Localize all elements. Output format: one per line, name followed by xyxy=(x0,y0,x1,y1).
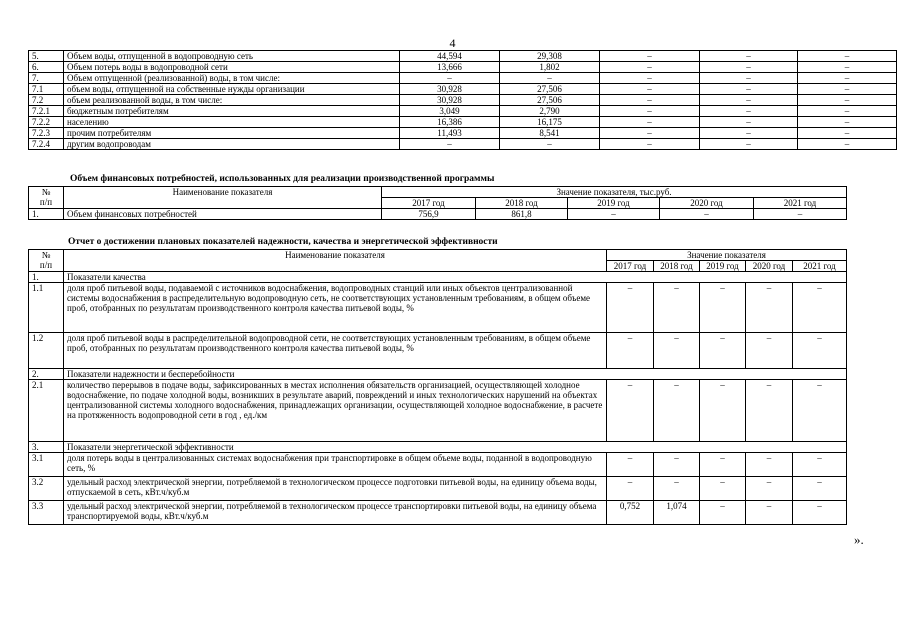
row-name: Объем воды, отпущенной в водопроводную сеть xyxy=(64,51,400,62)
col-header-num: № п/п xyxy=(29,187,64,209)
closing-quote: ». xyxy=(854,532,864,547)
row-num: 7. xyxy=(29,73,64,84)
row-num: 7.1 xyxy=(29,84,64,95)
row-num: 1.1 xyxy=(29,283,64,333)
year-header: 2021 год xyxy=(754,198,847,209)
row-num: 6. xyxy=(29,62,64,73)
row-num: 2.1 xyxy=(29,380,64,442)
year-header: 2020 год xyxy=(746,261,793,272)
row-value: – xyxy=(654,453,700,477)
row-value: – xyxy=(700,283,746,333)
finance-table xyxy=(28,186,847,220)
row-value: – xyxy=(798,139,897,150)
row-value: – xyxy=(607,380,654,442)
row-value: – xyxy=(746,501,793,525)
row-value: – xyxy=(700,453,746,477)
table-row xyxy=(29,62,897,73)
year-header: 2017 год xyxy=(382,198,476,209)
row-value: – xyxy=(700,51,798,62)
row-name: бюджетным потребителям xyxy=(64,106,400,117)
row-value: – xyxy=(798,117,897,128)
row-value: – xyxy=(798,73,897,84)
row-name: другим водопроводам xyxy=(64,139,400,150)
row-value: – xyxy=(746,380,793,442)
table-row xyxy=(29,283,847,333)
row-value: – xyxy=(568,209,660,220)
water-volume-table xyxy=(28,50,897,150)
row-value: – xyxy=(607,283,654,333)
col-header-num: № п/п xyxy=(29,250,64,272)
row-value: – xyxy=(700,106,798,117)
row-value: – xyxy=(654,333,700,369)
row-value: – xyxy=(600,95,700,106)
row-name: прочим потребителям xyxy=(64,128,400,139)
section-row xyxy=(29,442,847,453)
row-value: – xyxy=(700,95,798,106)
row-value: – xyxy=(700,62,798,73)
row-name: удельный расход электрической энергии, потребляемой в технологическом процессе транспортировки питьевой воды, на единицу объема транспортируемой воды, кВт.ч/куб.м xyxy=(64,501,607,525)
row-value: 861,8 xyxy=(476,209,568,220)
row-value: – xyxy=(793,283,847,333)
row-num: 7.2.2 xyxy=(29,117,64,128)
row-value: – xyxy=(600,128,700,139)
row-value: – xyxy=(500,139,600,150)
table-row xyxy=(29,117,897,128)
row-num: 5. xyxy=(29,51,64,62)
table-row xyxy=(29,106,897,117)
row-value: 16,386 xyxy=(400,117,500,128)
row-value: – xyxy=(754,209,847,220)
row-value: 756,9 xyxy=(382,209,476,220)
row-value: – xyxy=(793,501,847,525)
row-name: Объем потерь воды в водопроводной сети xyxy=(64,62,400,73)
row-value: 1,802 xyxy=(500,62,600,73)
table-row xyxy=(29,380,847,442)
row-value: – xyxy=(607,333,654,369)
row-value: – xyxy=(793,477,847,501)
row-value: – xyxy=(600,62,700,73)
row-name: доля проб питьевой воды в распределительной водопроводной сети, не соответствующих установленным требованиям, в общем объеме проб, отобранных по результатам производственного контроля качества питьевой воды, % xyxy=(64,333,607,369)
year-header: 2021 год xyxy=(793,261,847,272)
table-row xyxy=(29,51,897,62)
row-num: 3. xyxy=(29,442,64,453)
row-value: – xyxy=(600,139,700,150)
row-value: – xyxy=(600,51,700,62)
row-value: 8,541 xyxy=(500,128,600,139)
table-row xyxy=(29,209,847,220)
row-value: 30,928 xyxy=(400,95,500,106)
section-title: Показатели качества xyxy=(64,272,847,283)
row-value: – xyxy=(700,128,798,139)
row-value: 27,506 xyxy=(500,95,600,106)
row-value: – xyxy=(746,333,793,369)
table-row xyxy=(29,139,897,150)
row-name: доля проб питьевой воды, подаваемой с источников водоснабжения, водопроводных станций или иных объектов централизованной системы водоснабжения в распределительную водопроводную сеть, не соответствующих установленным требованиям, в общем объеме проб, отобранных по результатам производственного контроля качества питьевой воды, % xyxy=(64,283,607,333)
row-value: – xyxy=(700,501,746,525)
table-row xyxy=(29,128,897,139)
row-value: 0,752 xyxy=(607,501,654,525)
row-name: количество перерывов в подаче воды, зафиксированных в местах исполнения обязательств организацией, осуществляющей холодное водоснабжение, по подаче холодной воды, возникших в результате аварий, повреждений и иных технологических нарушений на объектах централизованной системы холодного водоснабжения, принадлежащих организации, осуществляющей холодное водоснабжение, в расчете на протяженность водопроводной сети в год , ед./км xyxy=(64,380,607,442)
row-num: 2. xyxy=(29,369,64,380)
row-value: – xyxy=(700,380,746,442)
row-num: 3.2 xyxy=(29,477,64,501)
table-row xyxy=(29,84,897,95)
row-value: – xyxy=(798,128,897,139)
section-title: Показатели надежности и бесперебойности xyxy=(64,369,847,380)
table-row xyxy=(29,501,847,525)
row-value: 16,175 xyxy=(500,117,600,128)
row-value: – xyxy=(798,106,897,117)
row-value: – xyxy=(746,453,793,477)
row-name: объем воды, отпущенной на собственные нужды организации xyxy=(64,84,400,95)
row-value: 3,049 xyxy=(400,106,500,117)
year-header: 2017 год xyxy=(607,261,654,272)
row-num: 7.2.4 xyxy=(29,139,64,150)
row-value: – xyxy=(798,84,897,95)
year-header: 2018 год xyxy=(654,261,700,272)
indicators-table-caption: Отчет о достижении плановых показателей надежности, качества и энергетической эффективности xyxy=(68,237,498,247)
row-value: 44,594 xyxy=(400,51,500,62)
indicators-table xyxy=(28,249,847,525)
row-value: – xyxy=(793,453,847,477)
row-value: – xyxy=(700,139,798,150)
row-value: – xyxy=(746,477,793,501)
section-row xyxy=(29,369,847,380)
table-row xyxy=(29,333,847,369)
col-header-value: Значение показателя xyxy=(607,250,847,261)
row-num: 7.2.3 xyxy=(29,128,64,139)
row-value: – xyxy=(600,117,700,128)
year-header: 2019 год xyxy=(700,261,746,272)
row-name: Объем отпущенной (реализованной) воды, в том числе: xyxy=(64,73,400,84)
row-value: – xyxy=(798,95,897,106)
year-header: 2020 год xyxy=(660,198,754,209)
section-row xyxy=(29,272,847,283)
row-value: – xyxy=(798,62,897,73)
row-value: – xyxy=(400,139,500,150)
row-value: – xyxy=(746,283,793,333)
row-num: 7.2 xyxy=(29,95,64,106)
table-row xyxy=(29,453,847,477)
row-value: – xyxy=(500,73,600,84)
row-value: – xyxy=(700,333,746,369)
col-header-value: Значение показателя, тыс.руб. xyxy=(382,187,847,198)
row-value: – xyxy=(654,380,700,442)
row-value: – xyxy=(660,209,754,220)
year-header: 2018 год xyxy=(476,198,568,209)
row-name: доля потерь воды в централизованных системах водоснабжения при транспортировке в общем объеме воды, поданной в водопроводную сеть, % xyxy=(64,453,607,477)
row-value: – xyxy=(654,283,700,333)
row-value: 13,666 xyxy=(400,62,500,73)
row-value: 2,790 xyxy=(500,106,600,117)
row-value: – xyxy=(607,477,654,501)
table-row xyxy=(29,73,897,84)
col-header-name: Наименование показателя xyxy=(64,187,382,209)
row-value: – xyxy=(700,117,798,128)
row-value: – xyxy=(793,380,847,442)
row-num: 1. xyxy=(29,209,64,220)
row-name: Объем финансовых потребностей xyxy=(64,209,382,220)
row-value: – xyxy=(798,51,897,62)
row-value: – xyxy=(793,333,847,369)
section-title: Показатели энергетической эффективности xyxy=(64,442,847,453)
row-value: – xyxy=(654,477,700,501)
row-value: – xyxy=(700,477,746,501)
year-header: 2019 год xyxy=(568,198,660,209)
row-name: населению xyxy=(64,117,400,128)
row-value: – xyxy=(700,73,798,84)
row-value: – xyxy=(600,106,700,117)
row-num: 3.1 xyxy=(29,453,64,477)
row-num: 1.2 xyxy=(29,333,64,369)
row-num: 3.3 xyxy=(29,501,64,525)
row-value: 11,493 xyxy=(400,128,500,139)
row-value: 1,074 xyxy=(654,501,700,525)
row-name: удельный расход электрической энергии, потребляемой в технологическом процессе подготовки питьевой воды, на единицу объема воды, отпускаемой в сеть, кВт.ч/куб.м xyxy=(64,477,607,501)
row-value: – xyxy=(600,73,700,84)
row-name: объем реализованной воды, в том числе: xyxy=(64,95,400,106)
col-header-name: Наименование показателя xyxy=(64,250,607,272)
row-num: 7.2.1 xyxy=(29,106,64,117)
table-row xyxy=(29,95,897,106)
row-value: 30,928 xyxy=(400,84,500,95)
row-num: 1. xyxy=(29,272,64,283)
row-value: 29,308 xyxy=(500,51,600,62)
finance-table-caption: Объем финансовых потребностей, использованных для реализации производственной программы xyxy=(70,174,495,184)
row-value: – xyxy=(600,84,700,95)
table-row xyxy=(29,477,847,501)
row-value: – xyxy=(700,84,798,95)
row-value: – xyxy=(400,73,500,84)
row-value: 27,506 xyxy=(500,84,600,95)
page-number: 4 xyxy=(449,36,456,50)
row-value: – xyxy=(607,453,654,477)
